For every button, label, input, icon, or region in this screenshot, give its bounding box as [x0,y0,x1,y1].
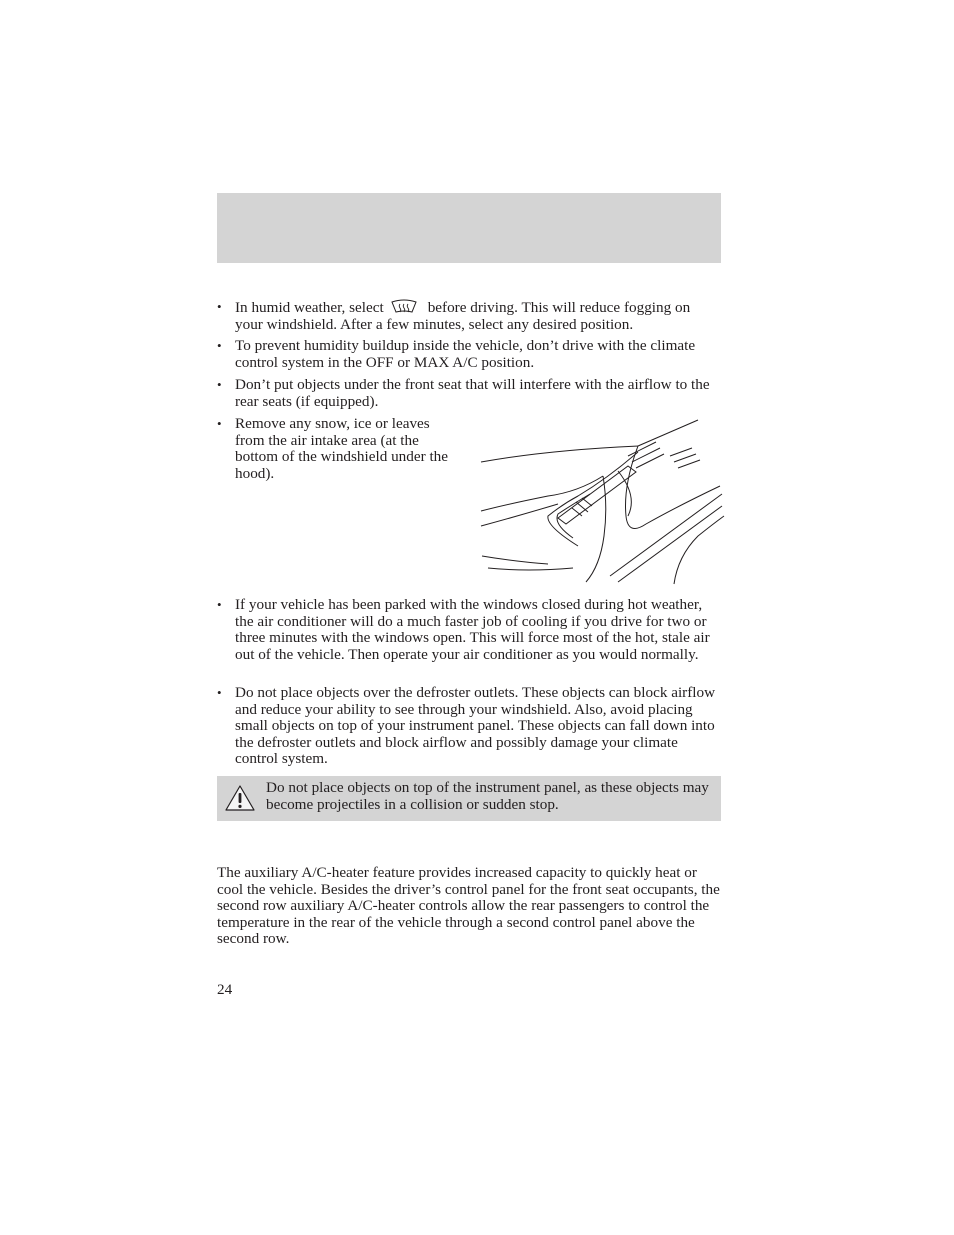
bullet-glyph: • [217,416,222,431]
bullet-glyph: • [217,338,222,353]
auxiliary-ac-heater-paragraph: The auxiliary A/C-heater feature provides increased capacity to quickly heat or cool the vehicle. Besides the driver’s control panel for the front seat occupants, the second row auxiliary A/C-heater controls allow the rear passengers to control the temperature in the rear of the vehicle through a second control panel above the second row. [217,864,720,947]
warning-triangle-icon [224,784,256,812]
warning-box [217,776,721,821]
bullet-text: Don’t put objects under the front seat that will interfere with the airflow to the rear seats (if equipped). [235,376,710,410]
bullet-text: Do not place objects over the defroster outlets. These objects can block airflow and reduce your ability to see through your windshield. Also, avoid placing small objects on top of your instrument panel. These objects can fall down into the defroster outlets and block airflow and possibly damage your climate control system. [235,684,716,767]
section-header-band [217,193,721,263]
bullet-glyph: • [217,299,222,314]
bullet-defroster-outlets [217,685,721,768]
bullet-glyph: • [217,377,222,392]
bullet-text: If your vehicle has been parked with the windows closed during hot weather, the air conditioner will do a much faster job of cooling if you drive for two or three minutes with the windows open. This will force most of the hot, stale air out of the vehicle. Then operate your air conditioner as you would normally. [235,596,710,663]
bullet-text: To prevent humidity buildup inside the vehicle, don’t drive with the climate control system in the OFF or MAX A/C position. [235,337,696,371]
bullet-parked-windows [217,597,721,663]
bullet-glyph: • [217,597,222,612]
bullet-text-after-icon: before driving. This will reduce fogging on your windshield. After a few minutes, select any desired position. [235,299,691,333]
bullet-humidity-buildup [217,338,721,371]
bullet-air-intake [217,416,457,482]
warning-text: Do not place objects on top of the instrument panel, as these objects may become projectiles in a collision or sudden stop. [266,779,709,813]
bullet-glyph: • [217,685,222,700]
bullet-text-before-icon: In humid weather, select [235,299,384,316]
page-number: 24 [217,981,233,998]
bullet-front-seat-objects [217,377,721,410]
bullet-humid-weather [217,299,721,333]
air-intake-illustration [478,416,726,586]
windshield-defrost-icon [390,299,418,315]
bullet-text: Remove any snow, ice or leaves from the air intake area (at the bottom of the windshield under the hood). [235,415,449,482]
